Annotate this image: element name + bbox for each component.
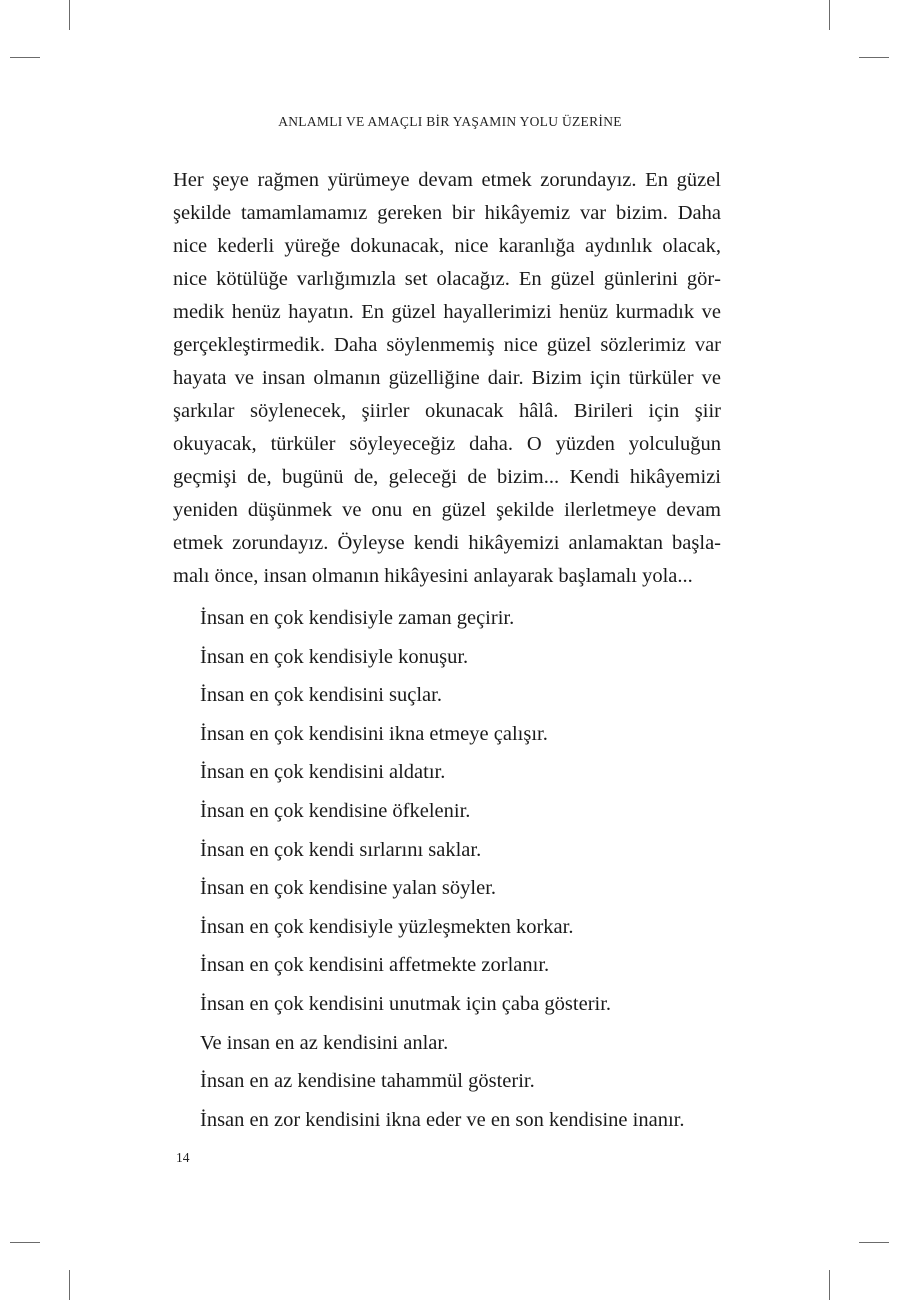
statement-line: İnsan en çok kendisini unutmak için çaba gösterir. [200, 992, 612, 1015]
statement-line: İnsan en çok kendisini aldatır. [200, 761, 446, 784]
statement-line: İnsan en çok kendi sırlarını saklar. [200, 838, 482, 861]
running-head: ANLAMLI VE AMAÇLI BİR YAŞAMIN YOLU ÜZERİNE [278, 114, 622, 129]
statement-line: İnsan en çok kendisiyle yüzleşmekten korkar. [200, 915, 574, 938]
crop-mark-right-top [859, 57, 889, 58]
crop-mark-right-bottom [859, 1242, 889, 1243]
statement-line: İnsan en çok kendisini affetmekte zorlanır. [200, 954, 550, 977]
statement-line: İnsan en az kendisine tahammül gösterir. [200, 1070, 535, 1093]
crop-mark-bottom-right [829, 1270, 830, 1300]
body-paragraph: Her şeye rağmen yürümeye devam etmek zorundayız. En güzel şekilde tamamlamamız gereken bir hikâyemiz var bizim. Daha nice kederli yüreğe dokunacak, nice karanlığa aydınlık olacak, nice kötülüğe varlığımızla set olacağız. En güzel günlerini görmedik henüz hayatın. En güzel hayallerimizi henüz kurmadık ve gerçekleştirmedik. Daha söylenmemiş nice güzel sözlerimiz var hayata ve insan olmanın güzelliğine dair. Bizim için türküler ve şarkılar söylenecek, şiirler okunacak hâlâ. Birileri için şiir okuyacak, türküler söyleyeceğiz daha. O yüzden yolculuğun geçmişi de, bugünü de, geleceği de bizim... Kendi hikâyemizi yeniden düşünmek ve onu en güzel şekilde ilerletmeye devam etmek zorundayız. Öyleyse kendi hikâyemizi anlamaktan başlamalı önce, insan olmanın hikâyesini anlayarak başlamalı yola... [173, 169, 721, 587]
crop-mark-top-left [69, 0, 70, 30]
statement-list [173, 599, 721, 1139]
statement-line: İnsan en çok kendisine öfkelenir. [200, 799, 471, 822]
crop-mark-bottom-left [69, 1270, 70, 1300]
statement-line: İnsan en çok kendisini ikna etmeye çalışır. [200, 722, 548, 745]
crop-mark-top-right [829, 0, 830, 30]
body-text [173, 164, 721, 1139]
statement-line: İnsan en çok kendisiyle zaman geçirir. [200, 607, 515, 629]
crop-mark-left-top [10, 57, 40, 58]
statement-line: İnsan en çok kendisine yalan söyler. [200, 877, 497, 900]
crop-mark-left-bottom [10, 1242, 40, 1243]
statement-line: İnsan en çok kendisini suçlar. [200, 684, 442, 707]
statement-line: Ve insan en az kendisini anlar. [200, 1031, 449, 1054]
statement-line: İnsan en çok kendisiyle konuşur. [200, 645, 469, 668]
statement-line: İnsan en zor kendisini ikna eder ve en son kendisine inanır. [200, 1108, 685, 1131]
page-number: 14 [176, 1150, 190, 1165]
